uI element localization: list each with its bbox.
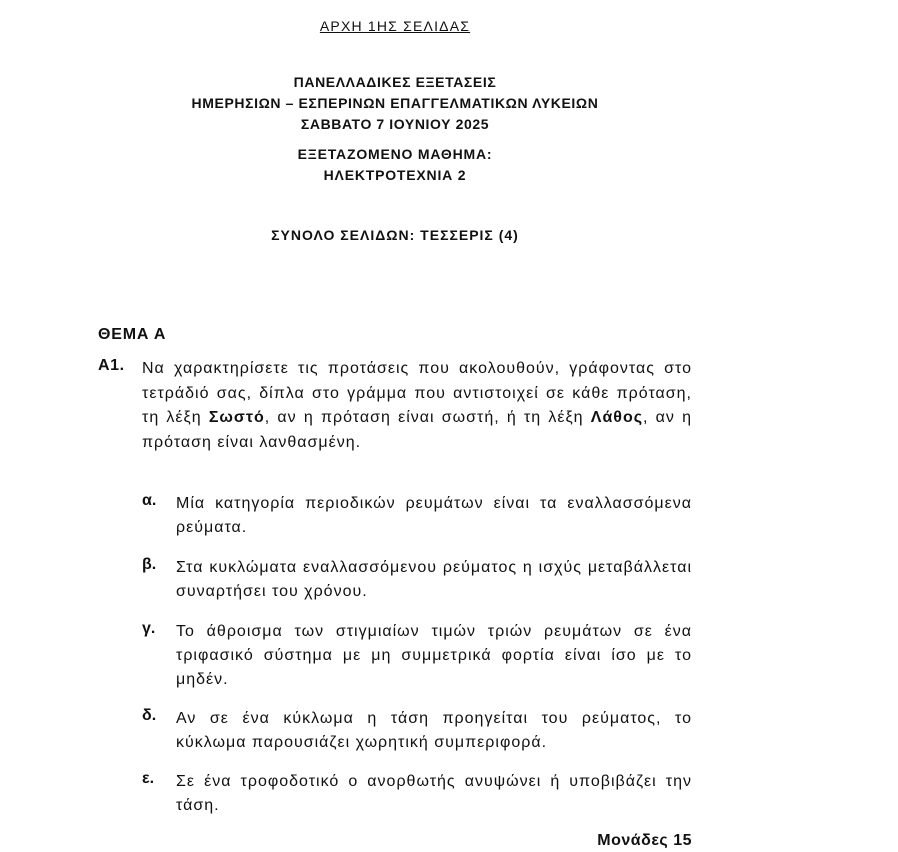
- word-correct: Σωστό: [208, 409, 265, 426]
- item-text: Το άθροισμα των στιγμιαίων τιμών τριών ρευμάτων σε ένα τριφασικό σύστημα με μη συμμετρικά φορτία είναι ίσο με το μηδέν.: [176, 623, 692, 688]
- statement-item: [142, 770, 692, 818]
- item-letter: β.: [142, 556, 157, 573]
- intro-text-2: , αν η πρόταση είναι σωστή, ή τη λέξη: [264, 409, 591, 426]
- word-wrong: Λάθος: [590, 409, 644, 426]
- item-letter: ε.: [142, 770, 155, 787]
- statement-item: [142, 492, 692, 540]
- page-start-label: ΑΡΧΗ 1ΗΣ ΣΕΛΙΔΑΣ: [319, 18, 471, 34]
- exam-subject: [0, 144, 790, 186]
- item-text: Μία κατηγορία περιοδικών ρευμάτων είναι τα εναλλασσόμενα ρεύματα.: [176, 495, 692, 536]
- total-pages: ΣΥΝΟΛΟ ΣΕΛΙΔΩΝ: ΤΕΣΣΕΡΙΣ (4): [271, 227, 519, 243]
- statement-item: [142, 620, 692, 692]
- exam-title: ΠΑΝΕΛΛΑΔΙΚΕΣ ΕΞΕΤΑΣΕΙΣ: [293, 74, 497, 90]
- exam-header: [0, 72, 790, 135]
- item-text: Στα κυκλώματα εναλλασσόμενου ρεύματος η ισχύς μεταβάλλεται συναρτήσει του χρόνου.: [176, 559, 692, 600]
- intro-text-3: , αν η πρόταση είναι λανθασμένη.: [142, 409, 693, 451]
- intro-text-1: Να χαρακτηρίσετε τις προτάσεις που ακολουθούν, γράφοντας στο τετράδιό σας, δίπλα στο γράμμα που αντιστοιχεί σε κάθε πρόταση, τη λέξη: [142, 360, 692, 426]
- marks-label: Μονάδες 15: [597, 832, 692, 849]
- question-number: Α1.: [98, 357, 125, 374]
- statement-item: [142, 556, 692, 604]
- question-intro: [142, 357, 692, 455]
- subject-label: ΕΞΕΤΑΖΟΜΕΝΟ ΜΑΘΗΜΑ:: [297, 146, 493, 162]
- item-text: Σε ένα τροφοδοτικό ο ανορθωτής ανυψώνει ή υποβιβάζει την τάση.: [176, 773, 692, 814]
- exam-schools: ΗΜΕΡΗΣΙΩΝ – ΕΣΠΕΡΙΝΩΝ ΕΠΑΓΓΕΛΜΑΤΙΚΩΝ ΛΥΚΕΙΩΝ: [191, 95, 599, 111]
- section-title: ΘΕΜΑ Α: [98, 326, 167, 343]
- subject-name: ΗΛΕΚΤΡΟΤΕΧΝΙΑ 2: [323, 167, 467, 183]
- item-text: Αν σε ένα κύκλωμα η τάση προηγείται του ρεύματος, το κύκλωμα παρουσιάζει χωρητική συμπεριφορά.: [176, 710, 692, 751]
- item-letter: α.: [142, 492, 157, 509]
- item-letter: γ.: [142, 620, 156, 637]
- item-letter: δ.: [142, 707, 157, 724]
- statement-item: [142, 707, 692, 755]
- exam-date: ΣΑΒΒΑΤΟ 7 ΙΟΥΝΙΟΥ 2025: [300, 116, 490, 132]
